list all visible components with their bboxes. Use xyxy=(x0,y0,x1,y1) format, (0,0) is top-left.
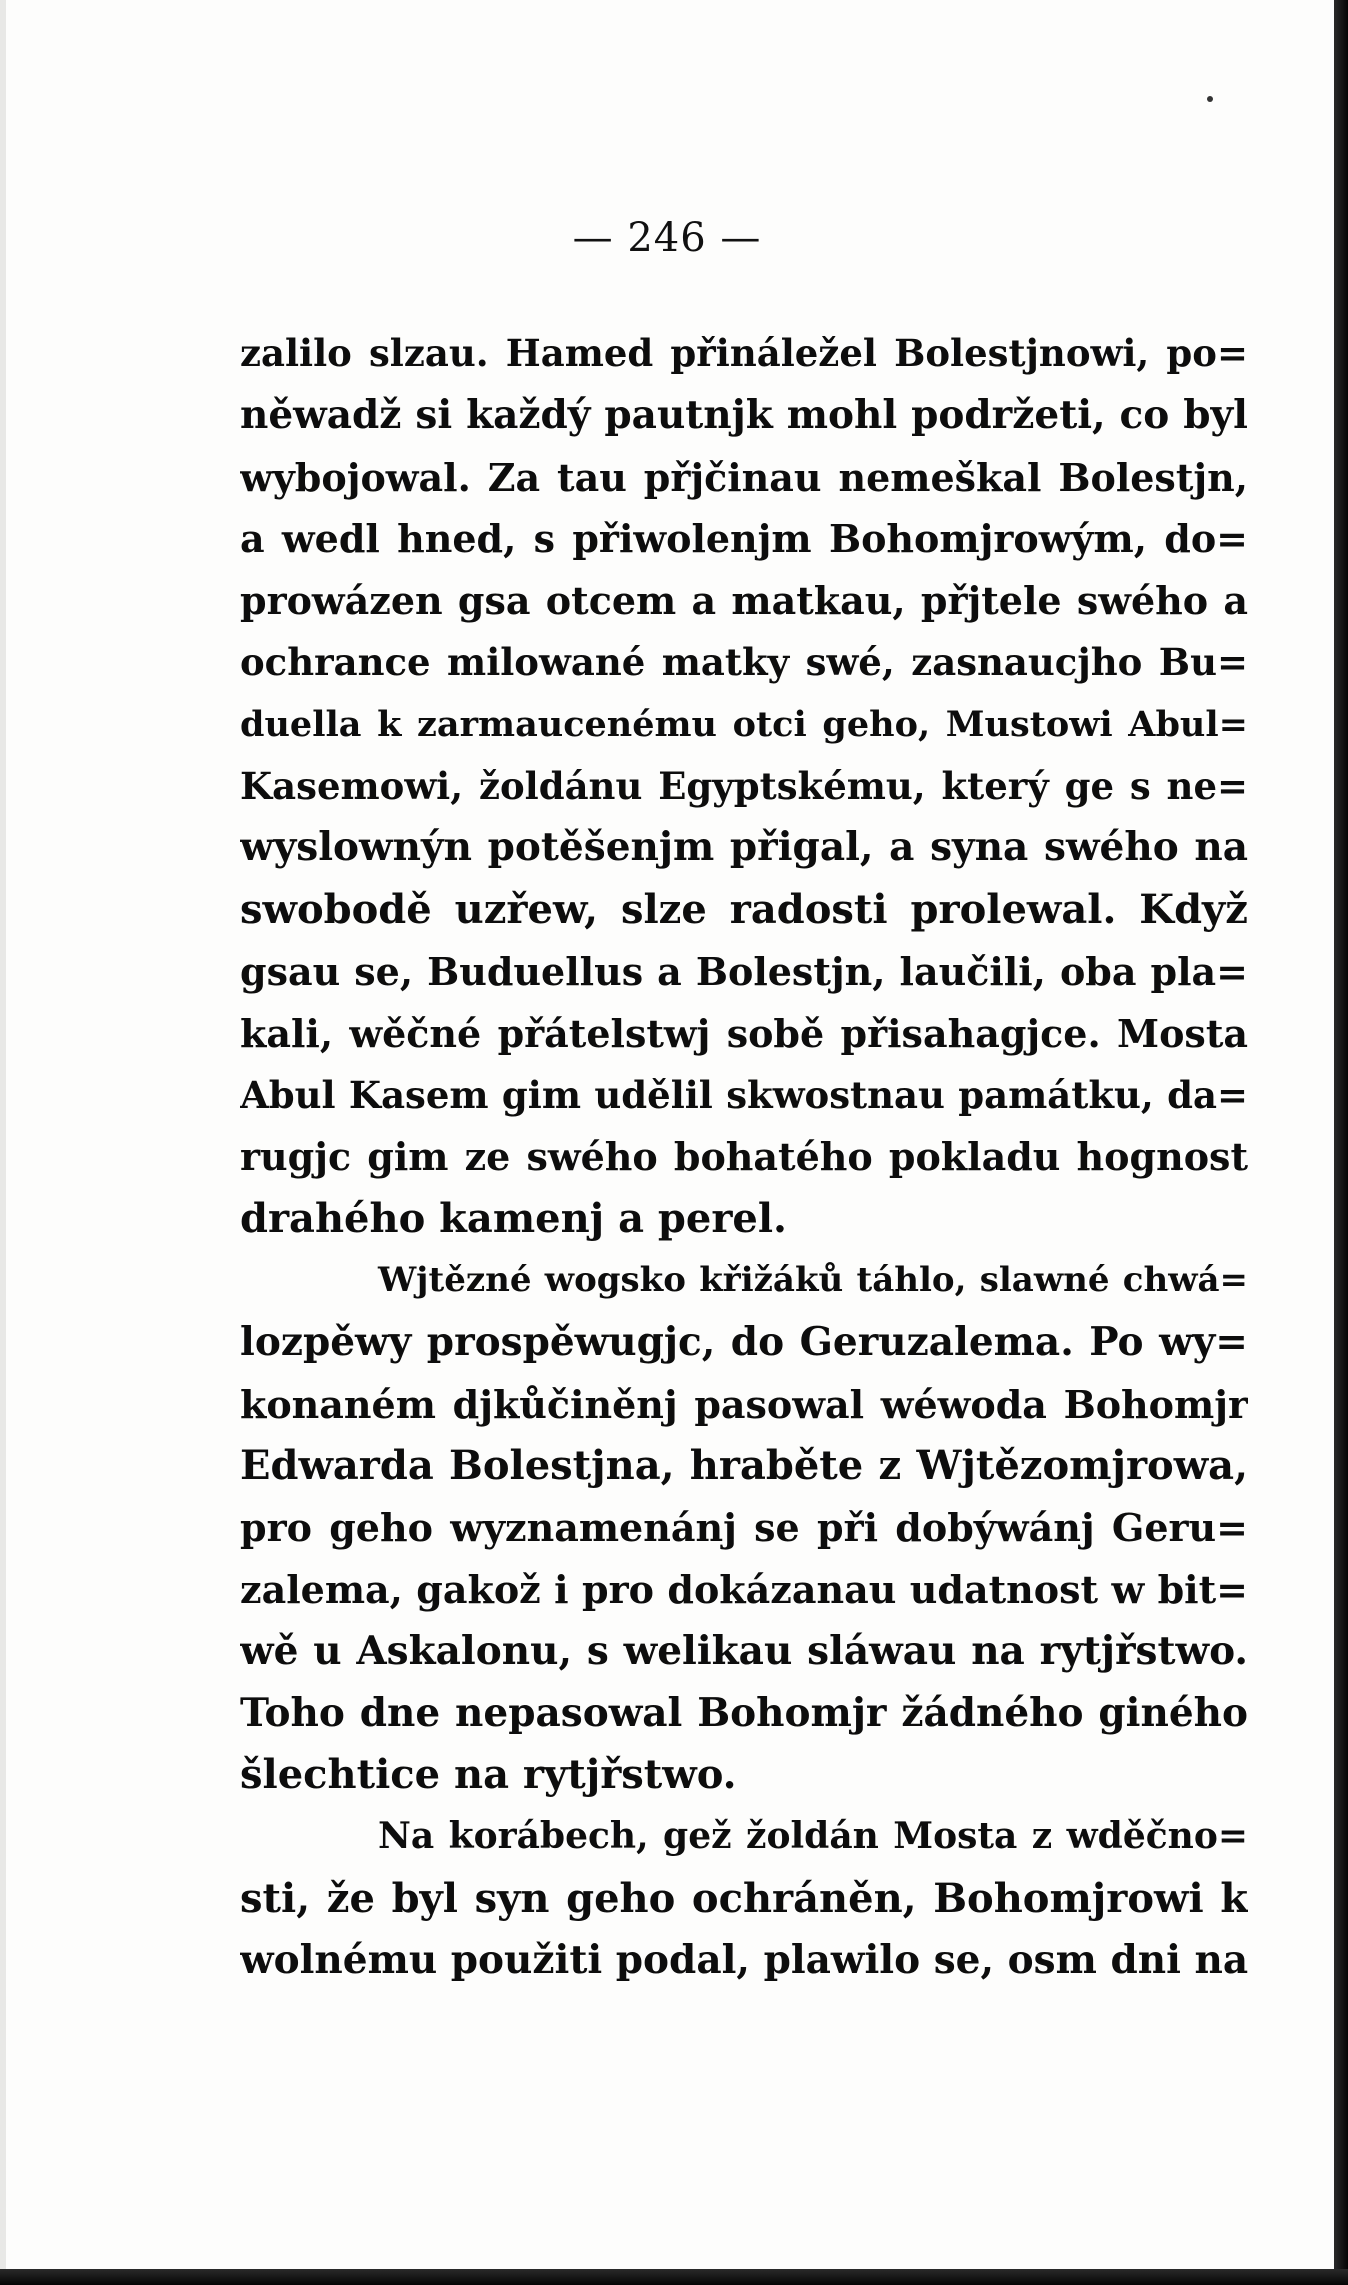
text-line: Edwarda Bolestjna, hraběte z Wjtězomjrowa, xyxy=(240,1442,1248,1490)
text-line: sti, že byl syn geho ochráněn, Bohomjrowi k xyxy=(240,1874,1248,1922)
text-line: prowázen gsa otcem a matkau, přjtele swého a xyxy=(240,578,1248,624)
text-line: pro geho wyznamenánj se při dobýwánj Geru= xyxy=(240,1505,1248,1551)
body-text xyxy=(240,323,1248,1992)
text-line: a wedl hned, s přiwolenjm Bohomjrowým, do= xyxy=(240,516,1248,562)
text-line: Kasemowi, žoldánu Egyptskému, který ge s ne= xyxy=(240,763,1248,808)
text-line: konaném djkůčiněnj pasowal wéwoda Bohomjr xyxy=(240,1381,1248,1427)
text-line: Toho dne nepasowal Bohomjr žádného giného xyxy=(240,1689,1248,1736)
ink-speck xyxy=(1207,96,1213,102)
text-line: wolnému použiti podal, plawilo se, osm dni na xyxy=(240,1936,1248,1983)
text-line: šlechtice na rytjřstwo. xyxy=(240,1751,737,1799)
text-line: ochrance milowané matky swé, zasnaucjho Bu= xyxy=(240,639,1248,684)
scan-border-right xyxy=(1334,0,1348,2285)
page-number-header: — 246 — xyxy=(572,215,762,261)
text-line: Wjtězné wogsko křižáků táhlo, slawné chwá= xyxy=(378,1259,1248,1300)
text-line: něwadž si každý pautnjk mohl podržeti, co byl xyxy=(240,391,1248,438)
text-line: lozpěwy prospěwugjc, do Geruzalema. Po wy= xyxy=(240,1318,1248,1365)
text-line: wyslownýn potěšenjm přigal, a syna swého na xyxy=(240,824,1248,871)
text-line: duella k zarmaucenému otci geho, Mustowi Abul= xyxy=(240,703,1248,745)
text-line: Abul Kasem gim udělil skwostnau památku, da= xyxy=(240,1072,1248,1117)
text-line: zalilo slzau. Hamed přináležel Bolestjnowi, po= xyxy=(240,331,1248,375)
text-line: Na korábech, gež žoldán Mosta z wděčno= xyxy=(378,1815,1248,1858)
text-line: gsau se, Buduellus a Bolestjn, laučili, oba pla= xyxy=(240,948,1248,994)
text-line: drahého kamenj a perel. xyxy=(240,1195,787,1243)
scan-border-bottom xyxy=(0,2269,1348,2285)
text-line: wě u Askalonu, s welikau sláwau na rytjřstwo. xyxy=(240,1627,1248,1674)
text-line: swobodě uzřew, slze radosti prolewal. Když xyxy=(240,886,1248,934)
text-line: wybojowal. Za tau přjčinau nemeškal Bolestjn, xyxy=(240,454,1248,500)
page-edge-left xyxy=(0,0,6,2285)
text-line: kali, wěčné přátelstwj sobě přisahagjce. Mosta xyxy=(240,1010,1248,1056)
text-line: rugjc gim ze swého bohatého pokladu hognost xyxy=(240,1134,1248,1180)
text-line: zalema, gakož i pro dokázanau udatnost w bit= xyxy=(240,1566,1248,1612)
